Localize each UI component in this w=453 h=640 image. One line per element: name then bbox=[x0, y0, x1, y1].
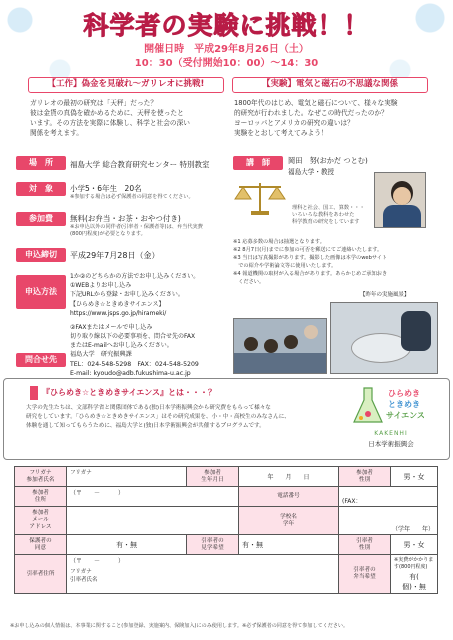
footer-note: ※お申し込みの個人情報は、本事業に関すること(参加登録、実施案内、保険加入)にのみ使用します。※必ず保護者の同意を得て参加してください。 bbox=[10, 623, 349, 629]
hirameki-desc bbox=[26, 404, 342, 431]
participant-name-field[interactable] bbox=[67, 467, 187, 487]
text-line: 下記URLから登録・お申し込みください。 bbox=[70, 291, 184, 299]
email-field[interactable] bbox=[67, 507, 239, 535]
text-line: 切り取り線以下の必要事項を、問合せ先のFAX bbox=[70, 333, 196, 341]
furigana-label: フリガナ bbox=[70, 470, 92, 476]
form-label-gender: 参加者 性別 bbox=[339, 467, 391, 487]
svg-text:サイエンス: サイエンス bbox=[386, 411, 425, 420]
school-field[interactable]: （学年 年） bbox=[339, 507, 438, 535]
form-label-email: 参加者 メール アドレス bbox=[15, 507, 67, 535]
fee-note bbox=[70, 224, 230, 238]
text-line: ※お申込以外の同伴者(引率者・保護者等)は、弁当代実費 bbox=[70, 224, 203, 230]
text-line: 1か②のどちらかの方法でお申し込みください。 bbox=[70, 273, 200, 280]
svg-text:ときめき: ときめき bbox=[388, 400, 420, 409]
text-line: ※2 8月7日(月)までに参加の可否を郵送にてご連絡いたします。 bbox=[233, 247, 383, 253]
topic-desc-experiment bbox=[234, 98, 439, 138]
place-label: 場 所 bbox=[16, 156, 66, 170]
target-note: ※参加する場合は必ず保護者の同意を得てください。 bbox=[70, 194, 194, 200]
text-line: での紹介や学術論文等に使用いたします。 bbox=[233, 263, 337, 269]
form-label-guardian-gender: 引率者 性別 bbox=[339, 535, 391, 555]
target-value: 小学5・6年生 20名 bbox=[70, 184, 142, 193]
text-line: ガリレオの最初の研究は「天秤」だった？ bbox=[30, 99, 158, 107]
page-title: 科学者の実験に挑戦！！ bbox=[83, 11, 370, 40]
text-line: 実験をとおして考えてみよう！ bbox=[234, 129, 328, 137]
form-label-guardian-visit: 引率者の 見学希望 bbox=[187, 535, 239, 555]
lunch-field[interactable] bbox=[391, 555, 438, 594]
guardian-visit-field[interactable] bbox=[239, 535, 339, 555]
topic-title-experiment: 【実験】電気と磁石の不思議な関係 bbox=[232, 77, 428, 93]
contact-phone: TEL：024-548-5298 FAX：024-548-5209 bbox=[70, 360, 199, 368]
flask-logo-icon bbox=[350, 382, 432, 428]
form-label-school: 学校名 学年 bbox=[239, 507, 339, 535]
yesno-text: 有・無 bbox=[242, 540, 263, 549]
section-marker bbox=[30, 386, 38, 400]
text-line: ※4 報道機関の取材が入る場合があります。あらかじめご承知おき bbox=[233, 271, 388, 277]
event-time: 10：30（受付開始10：00）～14：30 bbox=[134, 58, 319, 69]
balance-scale-icon bbox=[233, 177, 288, 217]
text-line: 福島大学 研究振興課 bbox=[70, 351, 132, 358]
event-photo-2 bbox=[330, 302, 438, 374]
topic-title-craft: 【工作】偽金を見破れ～ガリレオに挑戦! bbox=[28, 77, 224, 93]
text-line: 研究をしています。「ひらめき☆ときめきサイエンス」はその研究成果を、小・中・高校生のみなさんに、 bbox=[26, 414, 290, 420]
lunch-options: 有( 個)・無 bbox=[402, 573, 433, 591]
form-label-consent: 保護者の 同意 bbox=[15, 535, 67, 555]
deadline-label: 申込締切 bbox=[16, 248, 66, 262]
birthdate-field[interactable]: 年 月 日 bbox=[239, 467, 339, 487]
lecturer-photo bbox=[374, 172, 426, 228]
guardian-address-field[interactable] bbox=[67, 555, 339, 594]
form-label-birthdate: 参加者 生年月日 bbox=[187, 467, 239, 487]
form-label-address: 参加者 住所 bbox=[15, 487, 67, 507]
form-label-phone: 電話番号 bbox=[239, 487, 339, 507]
text-line: 1800年代のはじめ、電気と磁石について、様々な実験 bbox=[234, 99, 398, 107]
deadline-value: 平成29年7月28日（金） bbox=[70, 251, 160, 260]
form-label-lunch: 引率者の 弁当希望 bbox=[339, 555, 391, 594]
method-text bbox=[70, 272, 228, 351]
gender-field[interactable]: 男・女 bbox=[391, 467, 438, 487]
lecturer-desc bbox=[292, 205, 372, 226]
text-line: います。その方法を実際に体験し、科学と社会の深い bbox=[30, 119, 190, 127]
event-photo-1 bbox=[233, 318, 327, 374]
text-line: 体験を通して知ってもらうために、福島大学と(独)日本学術振興会が共催するプログラムです。 bbox=[26, 423, 265, 429]
lunch-note: ※実費がかかります(800円程度) bbox=[394, 557, 434, 570]
address-field[interactable]: （〒 － ） bbox=[67, 487, 239, 507]
phone-field[interactable]: (FAX： bbox=[339, 487, 438, 507]
lecturer-label: 講 師 bbox=[233, 156, 283, 170]
text-line: 的研究が行われました。なぜこの時代だったのか？ bbox=[234, 109, 388, 117]
form-label-name: フリガナ 参加者氏名 bbox=[15, 467, 67, 487]
text-line: 彼は金貨の真偽を確かめるために、天秤を使ったと bbox=[30, 109, 184, 117]
lecturer-affiliation: 福島大学・教授 bbox=[288, 168, 335, 176]
lecturer-name: 岡田 努(おかだ つとむ) bbox=[288, 156, 368, 165]
hirameki-url-link[interactable]: https://www.jsps.go.jp/hirameki/ bbox=[70, 309, 167, 317]
fee-value: 無料(お弁当・お茶・おやつ付き) bbox=[70, 214, 181, 223]
text-line: 【ひらめき☆ときめきサイエンス】 bbox=[70, 300, 165, 308]
text-line: 科学教育の研究をしています bbox=[292, 219, 360, 225]
guardian-gender-field[interactable]: 男・女 bbox=[391, 535, 438, 555]
kakenhi-text: KAKENHI bbox=[374, 430, 408, 437]
text-line: ※1 応募多数の場合は抽選となります。 bbox=[233, 239, 325, 245]
text-line: 関係を考えます。 bbox=[30, 129, 83, 137]
text-line: ください。 bbox=[233, 279, 265, 285]
text-line: ①WEBよりお申し込み bbox=[70, 282, 132, 290]
consent-field[interactable]: 有・無 bbox=[67, 535, 187, 555]
contact-text bbox=[70, 350, 230, 379]
text-line: (800円程度)が必要となります。 bbox=[70, 231, 146, 237]
contact-email-link[interactable]: E-mail: kyoudo@adb.fukushima-u.ac.jp bbox=[70, 370, 191, 377]
photo-caption: 【昨年の実施風景】 bbox=[360, 292, 410, 298]
contact-label: 問合せ先 bbox=[16, 353, 66, 367]
text-line: 理科と社会、国工、算数・・・ bbox=[292, 205, 365, 211]
notes-list bbox=[233, 238, 443, 286]
topic-desc-craft bbox=[30, 98, 230, 138]
event-date: 開催日時 平成29年8月26日（土） bbox=[144, 44, 309, 55]
text-line: 大学の先生たちは、文部科学省と関係団体である(独)日本学術振興会から研究費をもらって様々な bbox=[26, 405, 271, 411]
postal-label: （〒 － ） bbox=[70, 558, 125, 565]
hirameki-logo bbox=[350, 382, 432, 446]
fee-label: 参加費 bbox=[16, 212, 66, 226]
method-label: 申込方法 bbox=[16, 275, 66, 309]
text-line: ヨーロッパとアメリカの研究の違いは？ bbox=[234, 119, 354, 127]
text-line: またはE-mailへお申し込みください。 bbox=[70, 342, 173, 350]
form-label-guardian-address: 引率者住所 bbox=[15, 555, 67, 594]
guardian-name-label: フリガナ 引率者氏名 bbox=[70, 569, 98, 583]
place-value: 福島大学 総合教育研究センター 特別教室 bbox=[70, 160, 210, 169]
text-line: いろいろな教科をあわせた bbox=[292, 212, 355, 218]
jsps-text: 日本学術振興会 bbox=[368, 440, 414, 448]
svg-text:ひらめき: ひらめき bbox=[388, 389, 420, 398]
text-line: ②FAXまたはメールで申し込み bbox=[70, 324, 153, 332]
hirameki-title: 『ひらめき☆ときめきサイエンス』とは・・・？ bbox=[42, 388, 217, 397]
target-label: 対 象 bbox=[16, 182, 66, 196]
application-form bbox=[14, 466, 438, 594]
text-line: ※3 当日は写真撮影があります。撮影した画像は本学のwebサイト bbox=[233, 255, 388, 261]
